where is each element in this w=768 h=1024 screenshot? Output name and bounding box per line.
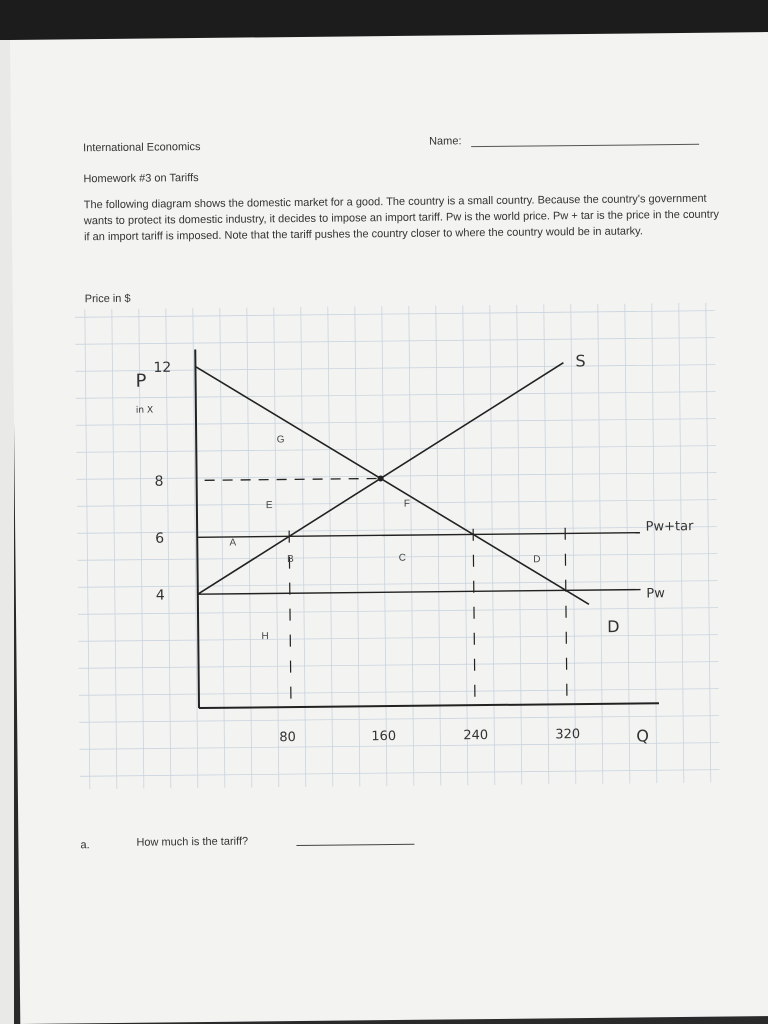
grid-line (409, 306, 414, 786)
grid-line (79, 716, 719, 723)
course-title: International Economics (83, 141, 201, 155)
instructions-paragraph: The following diagram shows the domestic market for a good. The country is a small country. Because the country's government wants to protect its domestic industry, it decides to impose an import tariff. Pw is the world price. Pw + tar is the price in the country if an import tariff is imposed. Note that the tariff pushes the country closer to where the country would be in autarky. (83, 192, 720, 244)
grid-line (274, 307, 279, 787)
grid-line (85, 309, 90, 789)
price-axis-label: Price in $ (84, 292, 131, 306)
grid-line (463, 305, 468, 785)
homework-title: Homework #3 on Tariffs (83, 172, 199, 186)
y-tick-label: 6 (155, 530, 165, 547)
grid-line (328, 307, 333, 787)
name-label: Name: (429, 135, 462, 148)
grid-line (80, 770, 720, 777)
grid-line (382, 306, 387, 786)
grid-line (76, 392, 716, 399)
tariff-diagram (75, 303, 720, 790)
paper-sheet (10, 32, 768, 1024)
y-tick-label: 4 (155, 587, 165, 604)
question-a-letter: a. (80, 839, 90, 852)
x-tick-label: 320 (555, 727, 581, 743)
grid-line (75, 338, 715, 345)
y-axis (195, 349, 199, 708)
demand-curve-label: D (607, 617, 620, 637)
region-label-f: F (403, 498, 411, 510)
y-tick-label: 8 (154, 473, 164, 490)
price-line-label: Pw+tar (645, 519, 694, 535)
grid-line (652, 303, 657, 783)
grid-line (78, 608, 718, 615)
region-label-g: G (276, 434, 285, 446)
grid-line (112, 309, 117, 789)
grid-line (247, 308, 252, 788)
y-axis-hand-sublabel: in X (135, 405, 154, 416)
region-label-a: A (229, 537, 237, 549)
grid-line (436, 306, 441, 786)
grid-line (220, 308, 225, 788)
region-label-b: B (287, 553, 294, 565)
grid-line (77, 554, 717, 561)
x-tick-label: 80 (279, 730, 296, 746)
x-axis (199, 703, 659, 708)
y-axis-hand-label: P (135, 370, 147, 392)
x-axis-hand-label: Q (636, 726, 650, 746)
grid-line (75, 311, 715, 318)
grid-line (598, 304, 603, 784)
demand-curve (195, 362, 589, 608)
question-a-text: How much is the tariff? (136, 835, 249, 849)
grid-line (76, 446, 716, 453)
grid-line (355, 306, 360, 786)
region-label-d: D (533, 554, 541, 566)
quantity-guide-line (473, 529, 475, 705)
grid-line (75, 365, 715, 372)
grid-line (79, 689, 719, 696)
supply-curve-label: S (575, 351, 586, 371)
grid-line (78, 635, 718, 642)
region-label-c: C (398, 552, 406, 564)
grid-line (544, 304, 549, 784)
x-tick-label: 160 (371, 728, 397, 745)
grid-line (77, 473, 717, 480)
answer-blank-line (296, 844, 414, 846)
grid-line (301, 307, 306, 787)
name-blank-line (471, 144, 699, 147)
autarky-price-dashed-line (205, 478, 381, 480)
region-label-h: H (261, 631, 269, 643)
grid-line (79, 743, 719, 750)
price-line-label: Pw (646, 586, 665, 602)
grid-line (78, 581, 718, 588)
x-tick-label: 240 (463, 728, 489, 744)
region-label-e: E (265, 500, 273, 512)
quantity-guide-line (565, 528, 567, 704)
grid-line (166, 308, 171, 788)
grid-line (679, 303, 684, 783)
grid-line (77, 500, 717, 507)
grid-line (517, 305, 522, 785)
grid-line (625, 304, 630, 784)
y-tick-label: 12 (153, 359, 172, 376)
grid-line (571, 304, 576, 784)
graph-paper-grid (75, 303, 720, 790)
grid-line (706, 303, 711, 783)
grid-line (76, 419, 716, 426)
grid-line (79, 662, 719, 669)
